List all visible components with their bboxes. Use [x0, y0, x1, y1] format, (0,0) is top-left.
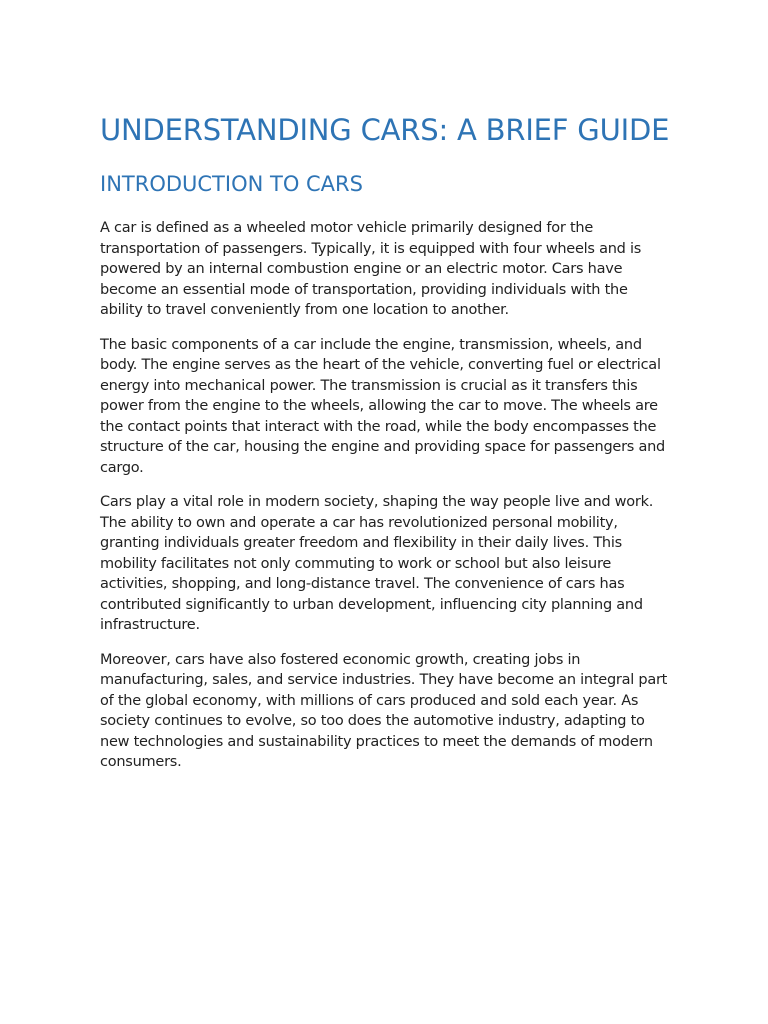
paragraph-definition: A car is defined as a wheeled motor vehicle primarily designed for the transportation of passengers. Typically, it is equipped with four wheels and is powered by an internal combustion engine or an electric motor. Cars have become an essential mode of transportation, providing individuals with the ability to travel conveniently from one location to another.: [100, 220, 642, 318]
document-title: UNDERSTANDING CARS: A BRIEF GUIDE: [100, 113, 670, 147]
document-page: [100, 110, 670, 787]
section-heading-introduction: INTRODUCTION TO CARS: [100, 172, 363, 196]
paragraph-economy: Moreover, cars have also fostered economic growth, creating jobs in manufacturing, sales, and service industries. They have become an integral part of the global economy, with millions of cars produced and sold each year. As society continues to evolve, so too does the automotive industry, adapting to new technologies and sustainability practices to meet the demands of modern consumers.: [100, 651, 668, 770]
paragraph-components: The basic components of a car include the engine, transmission, wheels, and body. The engine serves as the heart of the vehicle, converting fuel or electrical energy into mechanical power. The transmission is crucial as it transfers this power from the engine to the wheels, allowing the car to move. The wheels are the contact points that interact with the road, while the body encompasses the structure of the car, housing the engine and providing space for passengers and cargo.: [100, 336, 665, 476]
paragraph-society: Cars play a vital role in modern society, shaping the way people live and work. The ability to own and operate a car has revolutionized personal mobility, granting individuals greater freedom and flexibility in their daily lives. This mobility facilitates not only commuting to work or school but also leisure activities, shopping, and long-distance travel. The convenience of cars has contributed significantly to urban development, influencing city planning and infrastructure.: [100, 494, 654, 633]
